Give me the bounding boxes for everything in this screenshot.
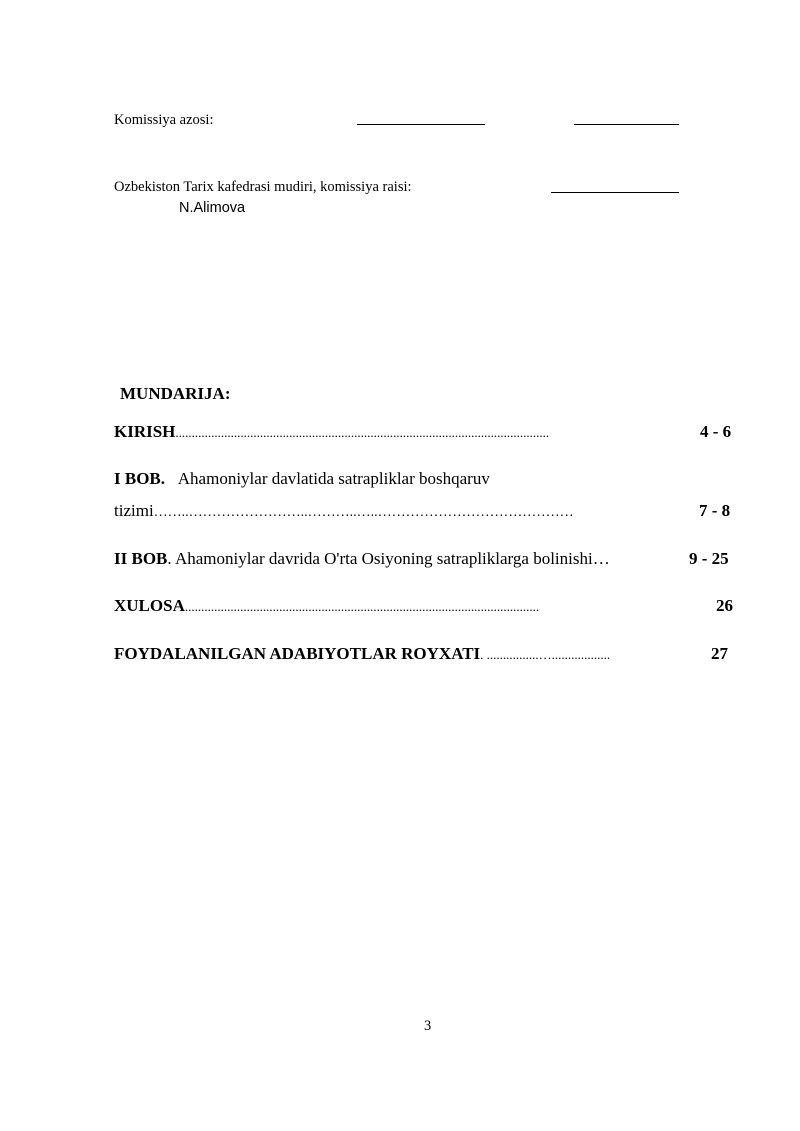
toc-entry-xulosa[interactable] <box>114 596 539 616</box>
toc-entry-label: I BOB. <box>114 469 166 488</box>
toc-heading: MUNDARIJA: <box>120 384 231 403</box>
toc-entry-title: Ahamoniylar davlatida satrapliklar boshqaruv <box>177 469 490 488</box>
toc-entry-pages: 27 <box>711 644 728 663</box>
toc-leader-dots: ……..……………………..………..…..…………………………………… <box>153 505 574 520</box>
member-signature-line-1 <box>357 124 485 125</box>
toc-entry-title: . Ahamoniylar davrida O'rta Osiyoning satrapliklarga bolinishi… <box>167 549 610 568</box>
page-number: 3 <box>424 1018 432 1034</box>
toc-entry-pages: 7 - 8 <box>699 501 731 520</box>
toc-leader-dots: ............................................................................................................. <box>184 599 540 614</box>
toc-entry-label: KIRISH <box>114 422 176 441</box>
member-signature-line-2 <box>574 124 679 125</box>
chair-signature-line <box>551 192 679 193</box>
toc-entry-label: FOYDALANILGAN ADABIYOTLAR ROYXATI <box>114 644 481 663</box>
toc-entry-title-continued: tizimi <box>114 501 154 520</box>
toc-entry-ii-bob[interactable] <box>114 549 610 569</box>
toc-entry-pages: 4 - 6 <box>700 422 732 441</box>
toc-entry-i-bob-continued <box>114 501 574 521</box>
toc-entry-label: II BOB <box>114 549 168 568</box>
toc-entry-pages: 26 <box>716 596 733 615</box>
chair-label: Ozbekiston Tarix kafedrasi mudiri, komissiya raisi: <box>114 179 412 195</box>
chair-name: N.Alimova <box>179 200 246 216</box>
toc-entry-label: XULOSA <box>114 596 185 615</box>
toc-entry-adabiyotlar[interactable] <box>114 644 610 664</box>
toc-leader-dots: . ................….................. <box>480 647 611 662</box>
toc-entry-pages: 9 - 25 <box>689 549 729 568</box>
member-label: Komissiya azosi: <box>114 112 214 128</box>
toc-entry-i-bob[interactable] <box>114 469 490 489</box>
toc-leader-dots: ................................................................................................................... <box>175 425 550 440</box>
toc-entry-kirish[interactable] <box>114 422 549 442</box>
